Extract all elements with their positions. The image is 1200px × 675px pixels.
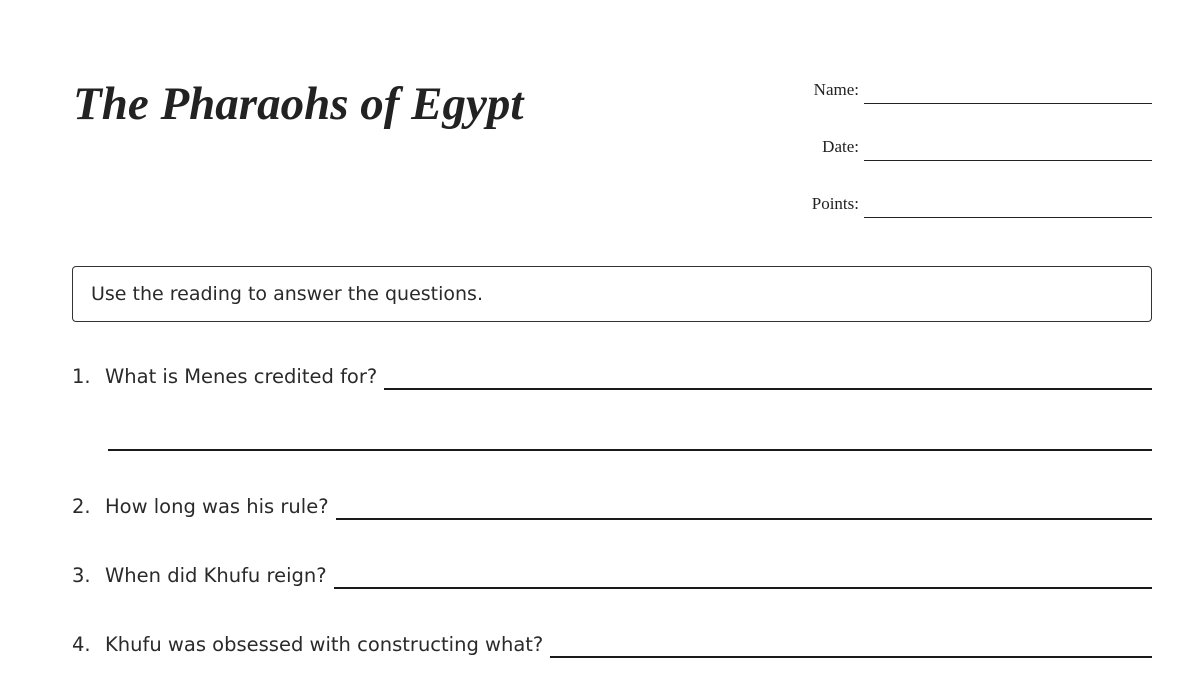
- answer-line-continuation[interactable]: [108, 449, 1152, 451]
- question-number: 4.: [72, 633, 91, 656]
- question-4: [72, 633, 1152, 657]
- answer-line[interactable]: [384, 388, 1152, 390]
- question-text: Khufu was obsessed with constructing what?: [105, 633, 544, 656]
- points-answer-line[interactable]: [864, 217, 1152, 218]
- answer-line[interactable]: [550, 656, 1152, 658]
- answer-line[interactable]: [336, 518, 1152, 520]
- name-field: [780, 80, 1152, 104]
- instructions-box: [72, 266, 1152, 322]
- question-3: [72, 564, 1152, 588]
- points-field: [780, 194, 1152, 218]
- answer-line[interactable]: [334, 587, 1152, 589]
- question-text: When did Khufu reign?: [105, 564, 327, 587]
- question-1: [72, 365, 1152, 389]
- question-text: What is Menes credited for?: [105, 365, 378, 388]
- date-label: Date:: [822, 137, 859, 156]
- points-label: Points:: [811, 194, 859, 213]
- question-number: 2.: [72, 495, 91, 518]
- name-answer-line[interactable]: [864, 103, 1152, 104]
- question-number: 3.: [72, 564, 91, 587]
- question-2: [72, 495, 1152, 519]
- worksheet-title: The Pharaohs of Egypt: [73, 78, 524, 130]
- question-number: 1.: [72, 365, 91, 388]
- instructions-text: Use the reading to answer the questions.: [91, 283, 483, 305]
- question-text: How long was his rule?: [105, 495, 329, 518]
- name-label: Name:: [813, 80, 859, 99]
- date-field: [780, 137, 1152, 161]
- date-answer-line[interactable]: [864, 160, 1152, 161]
